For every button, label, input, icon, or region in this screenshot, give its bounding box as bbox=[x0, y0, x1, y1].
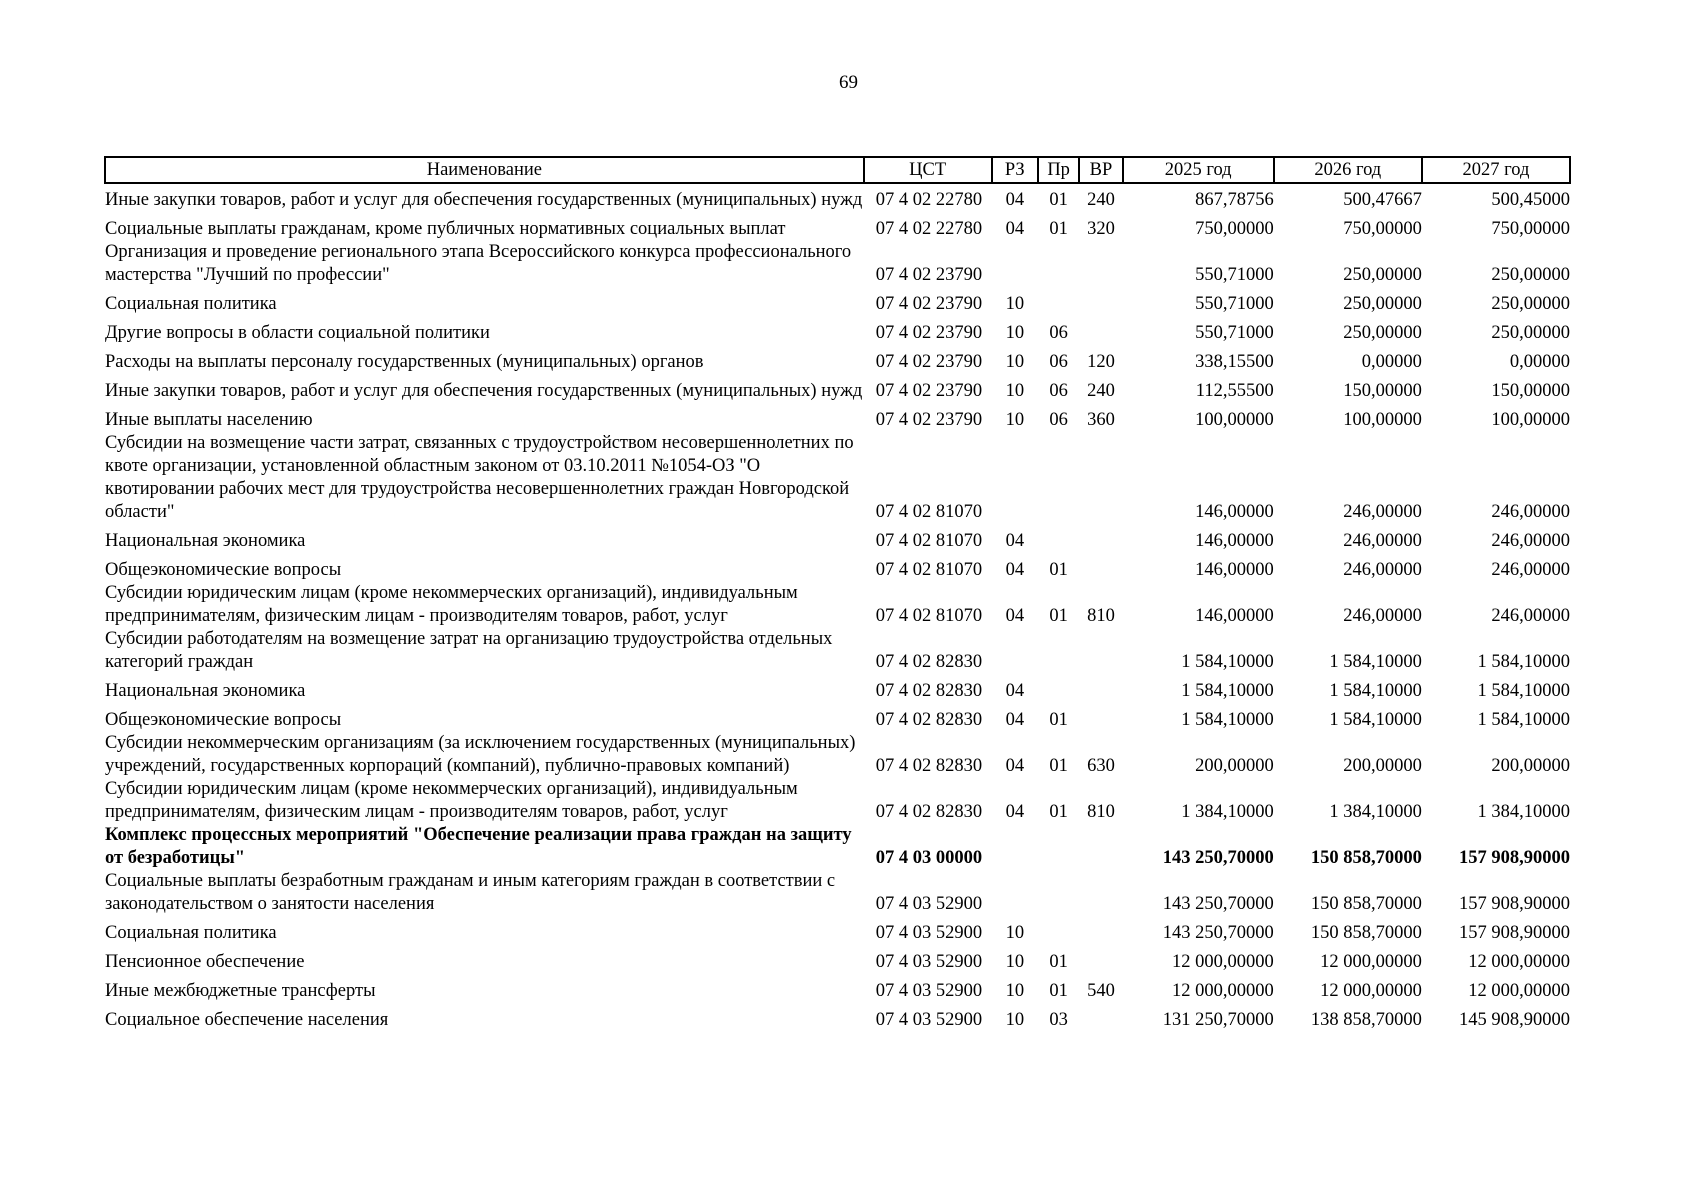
cell-2027: 250,00000 bbox=[1491, 294, 1570, 314]
cell-cst: 07 4 02 22780 bbox=[875, 190, 983, 210]
cell-vr: 630 bbox=[1087, 756, 1115, 776]
cell-pr bbox=[1038, 524, 1079, 553]
cell-2025: 550,71000 bbox=[1195, 294, 1274, 314]
cell-vr bbox=[1079, 870, 1122, 916]
cell-2026: 150 858,70000 bbox=[1310, 848, 1422, 868]
cell-rz bbox=[992, 241, 1038, 287]
cell-2027: 12 000,00000 bbox=[1468, 952, 1570, 972]
cell-vr bbox=[1079, 241, 1122, 287]
cell-name: Организация и проведение регионального этапа Всероссийского конкурса профессионального мастерства "Лучший по профессии" bbox=[105, 242, 852, 285]
cell-2025: 550,71000 bbox=[1195, 323, 1274, 343]
table-row bbox=[105, 432, 1570, 524]
cell-pr: 01 bbox=[1049, 710, 1068, 730]
cell-2026: 250,00000 bbox=[1343, 265, 1422, 285]
cell-vr bbox=[1079, 674, 1122, 703]
cell-2025: 131 250,70000 bbox=[1162, 1010, 1274, 1030]
table-row bbox=[105, 345, 1570, 374]
cell-2025: 550,71000 bbox=[1195, 265, 1274, 285]
page-number: 69 bbox=[839, 72, 858, 93]
table-body bbox=[105, 183, 1570, 1032]
cell-vr: 540 bbox=[1087, 981, 1115, 1001]
cell-cst: 07 4 03 52900 bbox=[875, 894, 983, 914]
cell-cst: 07 4 02 23790 bbox=[875, 294, 983, 314]
cell-2027: 1 384,10000 bbox=[1477, 802, 1570, 822]
cell-pr: 06 bbox=[1049, 381, 1068, 401]
header-cst: ЦСТ bbox=[864, 157, 992, 183]
header-2027: 2027 год bbox=[1422, 157, 1570, 183]
cell-cst: 07 4 02 81070 bbox=[875, 531, 983, 551]
cell-2027: 246,00000 bbox=[1491, 502, 1570, 522]
cell-name: Другие вопросы в области социальной политики bbox=[105, 323, 490, 343]
table-row bbox=[105, 974, 1570, 1003]
cell-2027: 246,00000 bbox=[1491, 560, 1570, 580]
cell-pr bbox=[1038, 916, 1079, 945]
cell-2027: 200,00000 bbox=[1491, 756, 1570, 776]
cell-2025: 146,00000 bbox=[1195, 560, 1274, 580]
cell-rz: 10 bbox=[1005, 352, 1025, 372]
cell-pr bbox=[1038, 824, 1079, 870]
cell-pr: 01 bbox=[1049, 756, 1068, 776]
cell-vr: 240 bbox=[1087, 381, 1115, 401]
cell-rz: 04 bbox=[1005, 756, 1025, 776]
cell-2027: 157 908,90000 bbox=[1459, 923, 1570, 943]
cell-2026: 150,00000 bbox=[1343, 381, 1422, 401]
cell-2025: 146,00000 bbox=[1195, 531, 1274, 551]
cell-2025: 143 250,70000 bbox=[1162, 923, 1274, 943]
cell-2026: 1 584,10000 bbox=[1329, 681, 1422, 701]
cell-pr: 06 bbox=[1049, 323, 1068, 343]
table-row bbox=[105, 732, 1570, 778]
cell-name: Иные межбюджетные трансферты bbox=[105, 981, 376, 1001]
cell-rz: 04 bbox=[1005, 710, 1025, 730]
cell-cst: 07 4 02 82830 bbox=[875, 802, 983, 822]
cell-2026: 246,00000 bbox=[1343, 531, 1422, 551]
cell-2026: 200,00000 bbox=[1343, 756, 1422, 776]
cell-cst: 07 4 02 23790 bbox=[875, 381, 983, 401]
cell-vr: 810 bbox=[1087, 606, 1115, 626]
cell-pr: 01 bbox=[1049, 981, 1068, 1001]
cell-2026: 1 584,10000 bbox=[1329, 710, 1422, 730]
cell-cst: 07 4 03 00000 bbox=[875, 848, 983, 868]
table-row bbox=[105, 824, 1570, 870]
cell-2026: 246,00000 bbox=[1343, 502, 1422, 522]
cell-2026: 12 000,00000 bbox=[1320, 981, 1422, 1001]
cell-vr bbox=[1079, 287, 1122, 316]
cell-name: Национальная экономика bbox=[105, 681, 306, 701]
table-row bbox=[105, 524, 1570, 553]
cell-2025: 143 250,70000 bbox=[1162, 894, 1274, 914]
cell-2026: 150 858,70000 bbox=[1310, 923, 1422, 943]
cell-rz: 04 bbox=[1005, 606, 1025, 626]
header-2026: 2026 год bbox=[1274, 157, 1422, 183]
header-2025: 2025 год bbox=[1123, 157, 1274, 183]
table-row bbox=[105, 870, 1570, 916]
cell-cst: 07 4 02 23790 bbox=[875, 352, 983, 372]
cell-cst: 07 4 03 52900 bbox=[875, 923, 983, 943]
table-row bbox=[105, 582, 1570, 628]
cell-pr bbox=[1038, 628, 1079, 674]
table-row bbox=[105, 287, 1570, 316]
cell-2025: 12 000,00000 bbox=[1171, 981, 1274, 1001]
cell-name: Субсидии юридическим лицам (кроме некоммерческих организаций), индивидуальным предпринимателям, физическим лицам - производителям товаров, работ, услуг bbox=[105, 779, 798, 822]
cell-2025: 1 584,10000 bbox=[1181, 681, 1274, 701]
table-row bbox=[105, 916, 1570, 945]
cell-2026: 0,00000 bbox=[1361, 352, 1422, 372]
cell-cst: 07 4 02 23790 bbox=[875, 265, 983, 285]
cell-vr bbox=[1079, 1003, 1122, 1032]
cell-2026: 246,00000 bbox=[1343, 560, 1422, 580]
cell-name: Комплекс процессных мероприятий "Обеспечение реализации права граждан на защиту от безработицы" bbox=[105, 825, 852, 868]
table-row bbox=[105, 241, 1570, 287]
table-row bbox=[105, 674, 1570, 703]
table-row bbox=[105, 403, 1570, 432]
cell-vr bbox=[1079, 432, 1122, 524]
cell-name: Расходы на выплаты персоналу государственных (муниципальных) органов bbox=[105, 352, 704, 372]
cell-name: Социальное обеспечение населения bbox=[105, 1010, 389, 1030]
cell-rz: 10 bbox=[1005, 923, 1025, 943]
cell-vr: 360 bbox=[1087, 410, 1115, 430]
cell-2025: 750,00000 bbox=[1195, 219, 1274, 239]
cell-name: Иные выплаты населению bbox=[105, 410, 313, 430]
budget-table bbox=[104, 156, 1571, 1032]
cell-name: Социальная политика bbox=[105, 294, 277, 314]
cell-vr: 120 bbox=[1087, 352, 1115, 372]
table-row bbox=[105, 628, 1570, 674]
cell-name: Социальные выплаты безработным гражданам и иным категориям граждан в соответствии с законодательством о занятости населения bbox=[105, 871, 836, 914]
cell-2027: 1 584,10000 bbox=[1477, 710, 1570, 730]
cell-2025: 1 384,10000 bbox=[1181, 802, 1274, 822]
cell-2025: 867,78756 bbox=[1195, 190, 1274, 210]
cell-2025: 338,15500 bbox=[1195, 352, 1274, 372]
cell-cst: 07 4 02 22780 bbox=[875, 219, 983, 239]
cell-rz bbox=[992, 870, 1038, 916]
cell-rz bbox=[992, 628, 1038, 674]
cell-cst: 07 4 02 81070 bbox=[875, 606, 983, 626]
cell-2027: 12 000,00000 bbox=[1468, 981, 1570, 1001]
cell-2027: 246,00000 bbox=[1491, 606, 1570, 626]
cell-rz: 04 bbox=[1005, 560, 1025, 580]
cell-rz bbox=[992, 432, 1038, 524]
cell-2025: 146,00000 bbox=[1195, 502, 1274, 522]
cell-2025: 1 584,10000 bbox=[1181, 652, 1274, 672]
cell-cst: 07 4 02 82830 bbox=[875, 681, 983, 701]
cell-name: Социальная политика bbox=[105, 923, 277, 943]
cell-rz: 10 bbox=[1005, 381, 1025, 401]
cell-rz: 10 bbox=[1005, 981, 1025, 1001]
cell-rz: 04 bbox=[1005, 531, 1025, 551]
table-row bbox=[105, 778, 1570, 824]
cell-name: Субсидии некоммерческим организациям (за исключением государственных (муниципальных) учреждений, государственных корпораций (компаний), публично-правовых компаний) bbox=[105, 733, 856, 776]
cell-pr bbox=[1038, 870, 1079, 916]
cell-vr bbox=[1079, 916, 1122, 945]
cell-pr: 03 bbox=[1049, 1010, 1068, 1030]
cell-2025: 200,00000 bbox=[1195, 756, 1274, 776]
cell-2026: 246,00000 bbox=[1343, 606, 1422, 626]
cell-name: Субсидии юридическим лицам (кроме некоммерческих организаций), индивидуальным предпринимателям, физическим лицам - производителям товаров, работ, услуг bbox=[105, 583, 798, 626]
cell-2027: 250,00000 bbox=[1491, 265, 1570, 285]
cell-pr: 01 bbox=[1049, 952, 1068, 972]
cell-cst: 07 4 02 82830 bbox=[875, 710, 983, 730]
cell-cst: 07 4 02 23790 bbox=[875, 410, 983, 430]
cell-2026: 138 858,70000 bbox=[1310, 1010, 1422, 1030]
cell-cst: 07 4 02 82830 bbox=[875, 652, 983, 672]
header-rz: РЗ bbox=[992, 157, 1038, 183]
cell-rz: 10 bbox=[1005, 323, 1025, 343]
cell-2026: 1 384,10000 bbox=[1329, 802, 1422, 822]
cell-name: Социальные выплаты гражданам, кроме публичных нормативных социальных выплат bbox=[105, 219, 786, 239]
cell-name: Субсидии на возмещение части затрат, связанных с трудоустройством несовершеннолетних по квоте организации, установленной областным законом от 03.10.2011 №1054-ОЗ "О квотировании рабочих мест для трудоустройства несовершеннолетних граждан Новгородской области" bbox=[105, 433, 854, 522]
cell-2027: 157 908,90000 bbox=[1459, 848, 1570, 868]
cell-pr: 01 bbox=[1049, 802, 1068, 822]
cell-2025: 146,00000 bbox=[1195, 606, 1274, 626]
cell-2025: 100,00000 bbox=[1195, 410, 1274, 430]
cell-2026: 150 858,70000 bbox=[1310, 894, 1422, 914]
cell-vr bbox=[1079, 703, 1122, 732]
cell-2025: 143 250,70000 bbox=[1162, 848, 1274, 868]
cell-pr: 01 bbox=[1049, 606, 1068, 626]
cell-rz: 10 bbox=[1005, 294, 1025, 314]
cell-2027: 1 584,10000 bbox=[1477, 652, 1570, 672]
cell-cst: 07 4 02 23790 bbox=[875, 323, 983, 343]
table-row bbox=[105, 212, 1570, 241]
cell-vr bbox=[1079, 824, 1122, 870]
cell-name: Пенсионное обеспечение bbox=[105, 952, 305, 972]
cell-pr: 06 bbox=[1049, 352, 1068, 372]
header-pr: Пр bbox=[1038, 157, 1079, 183]
cell-pr: 01 bbox=[1049, 219, 1068, 239]
cell-rz: 04 bbox=[1005, 681, 1025, 701]
cell-2027: 500,45000 bbox=[1491, 190, 1570, 210]
cell-pr: 01 bbox=[1049, 560, 1068, 580]
header-vr: ВР bbox=[1079, 157, 1122, 183]
cell-2026: 100,00000 bbox=[1343, 410, 1422, 430]
cell-2026: 500,47667 bbox=[1343, 190, 1422, 210]
cell-vr bbox=[1079, 524, 1122, 553]
cell-cst: 07 4 02 81070 bbox=[875, 560, 983, 580]
cell-vr bbox=[1079, 316, 1122, 345]
cell-cst: 07 4 03 52900 bbox=[875, 981, 983, 1001]
cell-2026: 1 584,10000 bbox=[1329, 652, 1422, 672]
cell-pr bbox=[1038, 287, 1079, 316]
cell-vr: 320 bbox=[1087, 219, 1115, 239]
table-row bbox=[105, 945, 1570, 974]
cell-pr: 06 bbox=[1049, 410, 1068, 430]
cell-2026: 750,00000 bbox=[1343, 219, 1422, 239]
cell-rz: 04 bbox=[1005, 219, 1025, 239]
cell-name: Общеэкономические вопросы bbox=[105, 710, 342, 730]
cell-cst: 07 4 02 82830 bbox=[875, 756, 983, 776]
cell-name: Субсидии работодателям на возмещение затрат на организацию трудоустройства отдельных категорий граждан bbox=[105, 629, 833, 672]
cell-2025: 1 584,10000 bbox=[1181, 710, 1274, 730]
cell-vr bbox=[1079, 553, 1122, 582]
cell-2027: 1 584,10000 bbox=[1477, 681, 1570, 701]
table-row bbox=[105, 374, 1570, 403]
cell-name: Национальная экономика bbox=[105, 531, 306, 551]
table-row bbox=[105, 183, 1570, 212]
cell-2027: 250,00000 bbox=[1491, 323, 1570, 343]
table-row bbox=[105, 553, 1570, 582]
cell-2026: 250,00000 bbox=[1343, 294, 1422, 314]
cell-name: Иные закупки товаров, работ и услуг для обеспечения государственных (муниципальных) нужд bbox=[105, 381, 863, 401]
cell-vr bbox=[1079, 628, 1122, 674]
cell-cst: 07 4 03 52900 bbox=[875, 952, 983, 972]
header-name: Наименование bbox=[105, 157, 864, 183]
cell-2027: 750,00000 bbox=[1491, 219, 1570, 239]
cell-rz bbox=[992, 824, 1038, 870]
cell-2027: 150,00000 bbox=[1491, 381, 1570, 401]
cell-rz: 04 bbox=[1005, 190, 1025, 210]
table-header-row bbox=[105, 157, 1570, 183]
cell-rz: 10 bbox=[1005, 952, 1025, 972]
cell-vr: 240 bbox=[1087, 190, 1115, 210]
cell-2027: 246,00000 bbox=[1491, 531, 1570, 551]
cell-2027: 145 908,90000 bbox=[1459, 1010, 1570, 1030]
cell-rz: 10 bbox=[1005, 1010, 1025, 1030]
cell-2027: 100,00000 bbox=[1491, 410, 1570, 430]
cell-rz: 10 bbox=[1005, 410, 1025, 430]
cell-2026: 12 000,00000 bbox=[1320, 952, 1422, 972]
cell-2026: 250,00000 bbox=[1343, 323, 1422, 343]
cell-2027: 0,00000 bbox=[1509, 352, 1570, 372]
cell-2027: 157 908,90000 bbox=[1459, 894, 1570, 914]
cell-pr bbox=[1038, 674, 1079, 703]
cell-vr: 810 bbox=[1087, 802, 1115, 822]
cell-cst: 07 4 02 81070 bbox=[875, 502, 983, 522]
table-row bbox=[105, 703, 1570, 732]
table-row bbox=[105, 316, 1570, 345]
cell-name: Иные закупки товаров, работ и услуг для обеспечения государственных (муниципальных) нужд bbox=[105, 190, 863, 210]
cell-cst: 07 4 03 52900 bbox=[875, 1010, 983, 1030]
cell-pr bbox=[1038, 432, 1079, 524]
table-row bbox=[105, 1003, 1570, 1032]
cell-pr bbox=[1038, 241, 1079, 287]
cell-rz: 04 bbox=[1005, 802, 1025, 822]
cell-pr: 01 bbox=[1049, 190, 1068, 210]
cell-2025: 112,55500 bbox=[1195, 381, 1274, 401]
cell-2025: 12 000,00000 bbox=[1171, 952, 1274, 972]
cell-name: Общеэкономические вопросы bbox=[105, 560, 342, 580]
cell-vr bbox=[1079, 945, 1122, 974]
